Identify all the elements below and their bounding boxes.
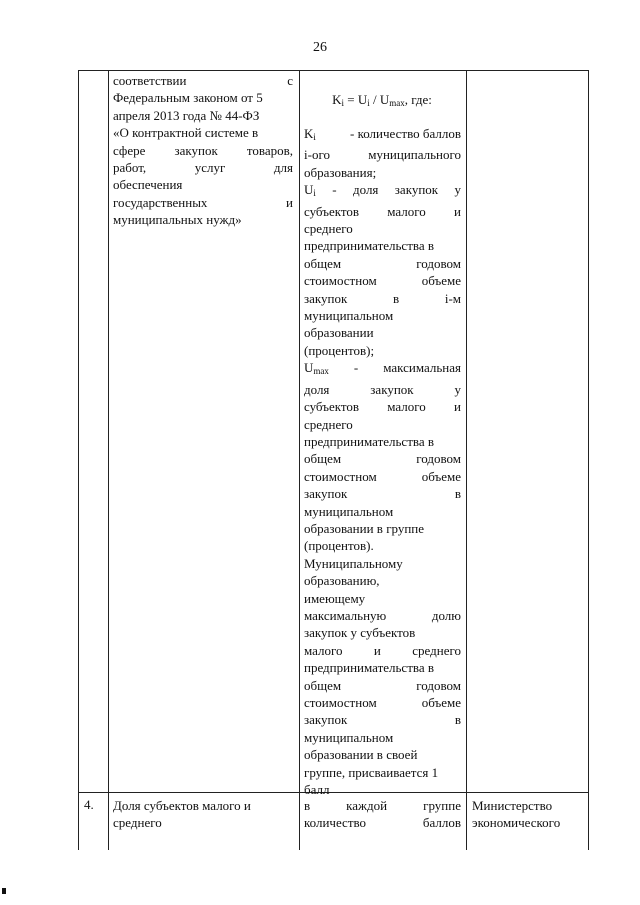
word: малого [387,399,426,415]
word: муниципальном [304,503,394,519]
text-line [304,555,461,572]
word: максимальную [304,607,387,623]
word: апреля 2013 года № 44-ФЗ [113,107,260,123]
text-line [304,607,461,624]
word: предпринимательства в [304,238,435,254]
word: - [332,182,337,198]
word: в [454,486,461,502]
text-line [304,590,461,607]
text-line [304,125,461,146]
text-line [304,146,461,163]
word: муниципальном [304,729,394,745]
word: закупок [394,182,439,198]
row4-indicator-cell [113,797,293,832]
text-line [304,290,461,307]
word: «О контрактной системе в [113,125,259,141]
text-line [113,107,293,124]
text-line [304,729,461,746]
word: муниципальном [304,308,394,324]
text-line [472,797,584,814]
text-line [304,537,461,554]
text-line [113,814,293,831]
word: (процентов); [304,342,375,358]
word: закупок у субъектов [304,625,416,641]
row4-responsible-cell [472,797,584,832]
text-line [113,89,293,106]
symbol: $U_i$ [304,182,316,199]
word: государственных [113,194,208,210]
text-line [304,572,461,589]
word: закупок [370,381,414,397]
word: услуг [194,160,226,176]
symbol: $K_i$ [304,126,316,142]
word: работ, [113,160,147,176]
text-line [113,797,293,814]
text-line [304,398,461,415]
word: объеме [421,273,461,289]
text-line [304,694,461,711]
text-line [113,194,293,211]
text-line [304,237,461,254]
text-line [113,72,293,89]
word: стоимостном [304,468,377,484]
text-line [304,255,461,272]
word: среднего [304,416,353,432]
text-line [113,142,293,159]
word: образовании в своей [304,747,418,763]
word: предпринимательства в [304,433,435,449]
word: группе, присваивается 1 [304,764,439,780]
text-line [304,659,461,676]
word: общем [304,677,342,693]
text-line [304,181,461,202]
word: малого [304,642,343,658]
text-line [304,624,461,641]
text-line [113,176,293,193]
scan-mark [2,888,6,894]
word: закупок [304,290,348,306]
word: Доля субъектов малого и [113,798,251,813]
formula: $K_i = U_i / U_{max}$, где: [332,92,432,108]
row3-description-cell [113,72,293,229]
word: субъектов [304,399,360,415]
text-line [113,124,293,141]
word: среднего [304,221,353,237]
page-number: 26 [313,40,327,55]
text-line [304,416,461,433]
word: и [454,203,461,219]
word: в [454,712,461,728]
text-line [304,220,461,237]
text-line [304,797,461,814]
word: и [286,194,293,210]
word: закупок [174,142,218,158]
text-line [113,211,293,228]
word: среднего [113,815,162,831]
word: группе [423,798,461,813]
word: общем [304,451,342,467]
word: годовом [416,677,461,693]
word: у [454,182,461,198]
word: - [353,360,359,376]
text-line [304,781,461,798]
word: образовании в группе [304,520,425,536]
word: имеющему [304,590,366,606]
word: товаров, [246,142,293,158]
word: Министерство [472,798,553,813]
word: i-м [444,290,461,306]
text-line [304,520,461,537]
text-line [304,324,461,341]
text-line [304,381,461,398]
text-line [304,746,461,763]
text-line [304,642,461,659]
text-line [304,485,461,502]
text-line [304,307,461,324]
symbol: $U_{max}$ [304,360,329,377]
word: у [454,381,461,397]
word: и [454,399,461,415]
word: стоимостном [304,695,377,710]
text-line [304,814,461,831]
word: образованию, [304,573,380,589]
word: (процентов). [304,538,374,554]
word: максимальная [383,360,461,376]
word: общем [304,255,342,271]
text-line [304,203,461,220]
row3-method-cell [304,125,461,798]
word: муниципального [368,147,461,163]
word: и [373,642,381,658]
text-line [304,359,461,380]
text-line [304,272,461,289]
word: с [287,73,293,88]
word: i-ого [304,147,330,163]
text-line [304,764,461,781]
word: образования; [304,164,377,180]
row4-method-cell [304,797,461,832]
word: малого [387,203,426,219]
text-line [304,468,461,485]
word: годовом [416,255,461,271]
text-line [304,342,461,359]
word: закупок [304,486,348,502]
word: соответствии [113,73,187,88]
word: закупок [304,712,348,728]
word: количество [304,815,367,831]
word: для [273,160,293,176]
word: Муниципальному [304,555,403,571]
word: баллов [422,815,461,831]
text-line [113,159,293,176]
word: муниципальных нужд» [113,212,242,228]
word: балл [304,782,330,798]
word: стоимостном [304,273,377,289]
word: среднего [412,642,461,658]
word: в [304,798,311,813]
text-line [304,433,461,450]
text-line [304,711,461,728]
word: предпринимательства в [304,660,435,676]
text-line [304,677,461,694]
word: каждой [346,798,388,813]
text-line [304,450,461,467]
text-line [472,814,584,831]
word: доля [304,381,330,397]
word: сфере [113,142,146,158]
word: в [393,290,400,306]
word: годовом [416,451,461,467]
word: объеме [421,695,461,710]
word: объеме [421,468,461,484]
word: образовании [304,325,374,341]
word: долю [431,607,461,623]
word: доля [353,182,379,198]
text-line [304,164,461,181]
word: - количество баллов [349,126,461,141]
word: обеспечения [113,177,183,193]
word: Федеральным законом от 5 [113,90,263,106]
row-number: 4. [84,797,94,812]
word: субъектов [304,203,360,219]
text-line [304,503,461,520]
word: экономического [472,815,561,831]
